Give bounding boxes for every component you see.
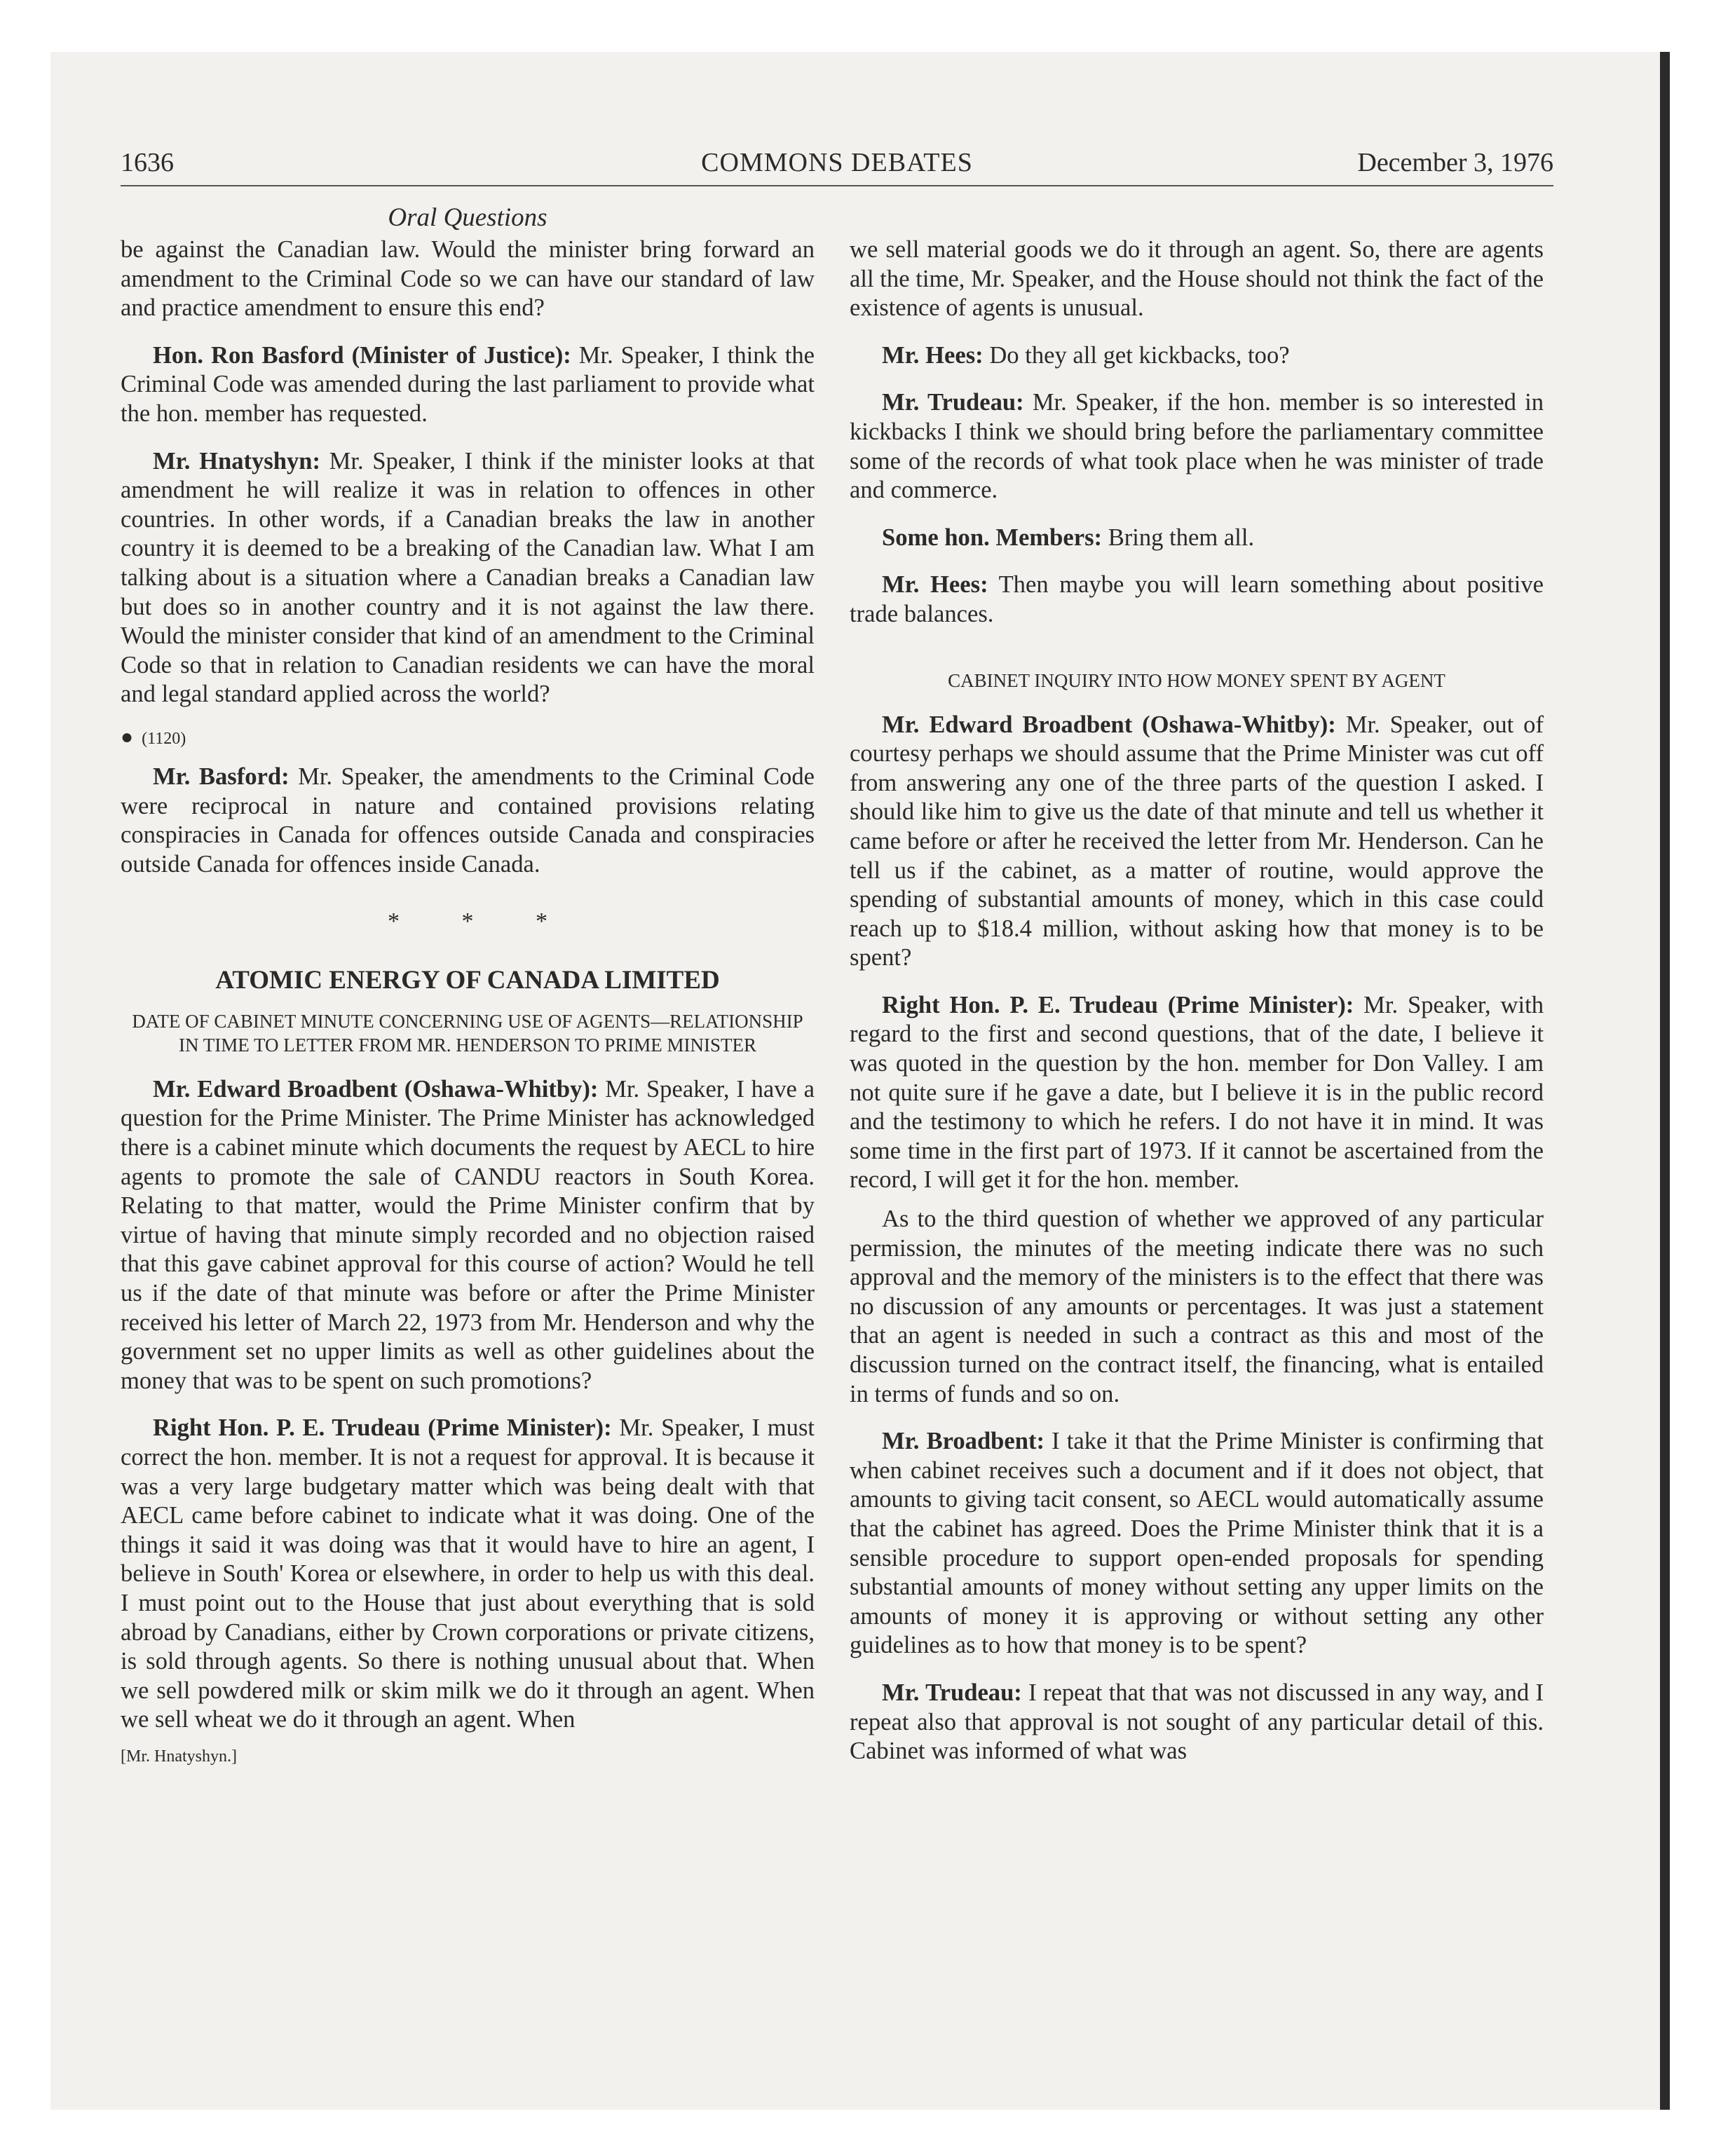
right-column [850, 236, 1544, 1766]
bullet-icon: ● [121, 725, 134, 749]
speech-paragraph [121, 447, 815, 709]
publication-title: COMMONS DEBATES [701, 148, 973, 177]
speech-paragraph [121, 763, 815, 879]
speaker-name: Hon. Ron Basford (Minister of Justice): [153, 341, 571, 369]
speech-paragraph [850, 1427, 1544, 1660]
speech-paragraph [850, 711, 1544, 973]
speech-text: Mr. Speaker, I must correct the hon. member. It is not a request for approval. It is because it was a very large budgetary matter which was being dealt with that AECL came before cabinet to indicate what it was doing. One of the things it said it was doing was that it would have to hire an agent, I believe in South' Korea or elsewhere, in order to help us with this deal. I must point out to the House that just about everything that is sold abroad by Canadians, either by Crown corporations or private citizens, is sold through agents. So there is nothing unusual about that. When we sell powdered milk or skim milk we do it through an agent. When we sell wheat we do it through an agent. When [121, 1414, 815, 1733]
speech-text: Then maybe you will learn something about positive trade balances. [850, 571, 1544, 627]
page-date: December 3, 1976 [1357, 148, 1553, 177]
speech-paragraph [850, 341, 1544, 371]
speech-text: Do they all get kickbacks, too? [983, 341, 1290, 369]
speech-text: I repeat that that was not discussed in any way, and I repeat also that approval is not sought of any particular detail of this. Cabinet was informed of what was [850, 1679, 1544, 1765]
speaker-name: Right Hon. P. E. Trudeau (Prime Minister): [882, 991, 1354, 1018]
paragraph: As to the third question of whether we approved of any particular permission, the minutes of the meeting indicate there was no such approval and the memory of the ministers is to the effect that there was no discussion of any amounts or percentages. It was just a statement that an agent is needed in such a contract as this and most of the discussion turned on the contract itself, the financing, what is entailed in terms of funds and so on. [850, 1206, 1544, 1407]
speaker-name: Mr. Hees: [882, 341, 984, 369]
speaker-name: Mr. Edward Broadbent (Oshawa-Whitby): [882, 711, 1336, 738]
speech-text: Mr. Speaker, the amendments to the Criminal Code were reciprocal in nature and contained provisions relating conspiracies in Canada for offences outside Canada and conspiracies outside Canada for offences inside Canada. [121, 763, 815, 878]
page-number: 1636 [121, 148, 174, 177]
speaker-name: Mr. Hees: [882, 571, 988, 599]
speaker-name: Mr. Hnatyshyn: [153, 447, 321, 475]
topic-subheading: DATE OF CABINET MINUTE CONCERNING USE OF AGENTS—RELATIONSHIP IN TIME TO LETTER FROM MR. HENDERSON TO PRIME MINISTER [132, 1010, 803, 1056]
speaker-name: Some hon. Members: [882, 524, 1103, 551]
speech-text: Mr. Speaker, with regard to the first and second questions, that of the date, I believe it was quoted in the question by the hon. member for Don Valley. I am not quite sure if he gave a date, but I believe it is in the public record and the testimony to which he refers. I do not have it in mind. It was some time in the first part of 1973. If it cannot be ascertained from the record, I will get it for the hon. member. [850, 991, 1544, 1194]
time-marker-text: (1120) [142, 729, 186, 748]
paragraph: be against the Canadian law. Would the minister bring forward an amendment to the Criminal Code so we can have our standard of law and practice amendment to ensure this end? [121, 236, 815, 322]
speech-paragraph [850, 1679, 1544, 1766]
speech-paragraph [121, 1075, 815, 1396]
left-column [121, 236, 815, 1768]
speaker-name: Right Hon. P. E. Trudeau (Prime Minister): [153, 1414, 612, 1442]
section-separator: * * * [388, 908, 576, 935]
speech-paragraph [850, 524, 1544, 553]
speech-text: Mr. Speaker, I think the Criminal Code was amended during the last parliament to provide what the hon. member has requested. [121, 341, 815, 427]
speaker-name: Mr. Basford: [153, 763, 290, 790]
speaker-name: Mr. Trudeau: [882, 389, 1024, 416]
speaker-name: Mr. Trudeau: [882, 1679, 1022, 1706]
speech-paragraph [850, 991, 1544, 1195]
speech-paragraph [121, 341, 815, 429]
time-marker [121, 723, 815, 753]
speech-text: Bring them all. [1102, 524, 1255, 551]
speech-text: Mr. Speaker, I have a question for the Prime Minister. The Prime Minister has acknowledged there is a cabinet minute which documents the request by AECL to hire agents to promote the sale of CANDU reactors in South Korea. Relating to that matter, would the Prime Minister confirm that by virtue of having that minute simply recorded and no objection raised that this gave cabinet approval for this course of action? Would he tell us if the date of that minute was before or after the Prime Minister received his letter of March 22, 1973 from Mr. Henderson and why the government set no upper limits as well as other guidelines about the money that was to be spent on such promotions? [121, 1075, 815, 1394]
topic-heading: ATOMIC ENERGY OF CANADA LIMITED [215, 965, 720, 995]
scan-edge-shadow [1660, 52, 1670, 2110]
speech-text: Mr. Speaker, I think if the minister looks at that amendment he will realize it was in relation to offences in other countries. In other words, if a Canadian breaks the law in another country it is deemed to be a breaking of the Canadian law. What I am talking about is a situation where a Canadian breaks a Canadian law but does so in another country and it is not against the law there. Would the minister consider that kind of an amendment to the Criminal Code so that in relation to Canadian residents we can have the moral and legal standard applied across the world? [121, 447, 815, 708]
speech-paragraph [850, 388, 1544, 505]
topic-subheading: CABINET INQUIRY INTO HOW MONEY SPENT BY AGENT [948, 669, 1445, 691]
speech-paragraph [121, 1414, 815, 1735]
page-footnote: [Mr. Hnatyshyn.] [121, 1747, 237, 1766]
speaker-name: Mr. Edward Broadbent (Oshawa-Whitby): [153, 1075, 599, 1103]
section-label: Oral Questions [388, 203, 547, 232]
speech-text: I take it that the Prime Minister is confirming that when cabinet receives such a document and if it does not object, that amounts to giving tacit consent, so AECL would automatically assume that the cabinet has agreed. Does the Prime Minister think that it is a sensible procedure to support open-ended proposals for spending substantial amounts of money without setting any upper limits on the amounts of money it is approving or without setting any other guidelines as to how that money is to be spent? [850, 1428, 1544, 1659]
speech-text: Mr. Speaker, out of courtesy perhaps we should assume that the Prime Minister was cut off from answering any one of the three parts of the question I asked. I should like him to give us the date of that minute and tell us whether it came before or after he received the letter from Mr. Henderson. Can he tell us if the cabinet, as a matter of routine, would approve the spending of substantial amounts of money, which in this case could reach up to $18.4 million, without asking how that money is to be spent? [850, 711, 1544, 971]
speech-paragraph [850, 571, 1544, 629]
page-header [121, 143, 1553, 186]
speaker-name: Mr. Broadbent: [882, 1428, 1045, 1455]
speech-text: Mr. Speaker, if the hon. member is so interested in kickbacks I think we should bring before the parliamentary committee some of the records of what took place when he was minister of trade and commerce. [850, 389, 1544, 504]
paragraph: we sell material goods we do it through an agent. So, there are agents all the time, Mr. Speaker, and the House should not think the fact of the existence of agents is unusual. [850, 236, 1544, 322]
